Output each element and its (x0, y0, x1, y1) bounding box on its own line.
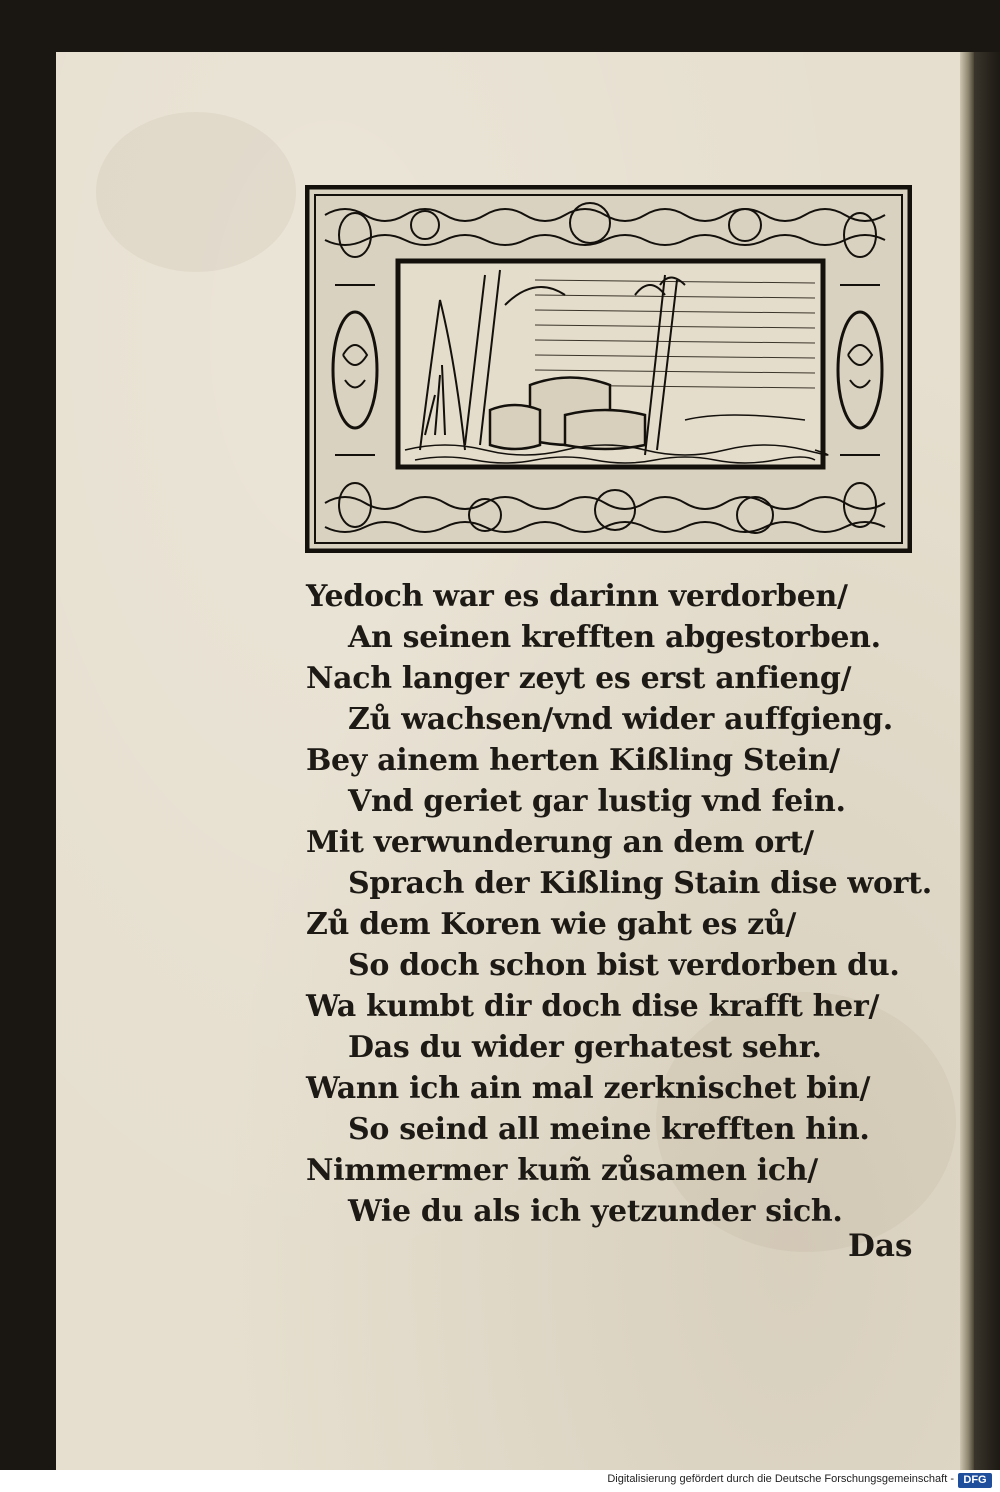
paper-stain (96, 112, 296, 272)
verse-line: Mit verwunderung an dem ort/ (306, 825, 814, 860)
verse-line: Bey ainem herten Kißling Stein/ (306, 743, 840, 778)
verse-line: Vnd geriet gar lustig vnd fein. (348, 784, 846, 819)
verse-line: Das du wider gerhatest sehr. (348, 1030, 822, 1065)
verse-line: Zů wachsen/vnd wider auffgieng. (348, 702, 893, 737)
verse-text (306, 576, 932, 1232)
verse-line: Nach langer zeyt es erst anfieng/ (306, 661, 852, 696)
verse-line: Zů dem Koren wie gaht es zů/ (306, 907, 797, 942)
verse-line: Wa kumbt dir doch dise krafft her/ (306, 989, 880, 1024)
verse-line: Wie du als ich yetzunder sich. (348, 1194, 843, 1229)
verse-line: Yedoch war es darinn verdorben/ (306, 579, 848, 614)
book-cover-edge (974, 52, 1000, 1470)
verse-line: So seind all meine krefften hin. (348, 1112, 870, 1147)
page-edge (960, 52, 974, 1470)
verse-line: So doch schon bist verdorben du. (348, 948, 900, 983)
dfg-logo: DFG (958, 1473, 992, 1488)
footer-bar (0, 1470, 1000, 1492)
verse-line: Wann ich ain mal zerknischet bin/ (306, 1071, 871, 1106)
verse-line: An seinen krefften abgestorben. (348, 620, 881, 655)
verse-line: Sprach der Kißling Stain dise wort. (348, 866, 932, 901)
catchword: Das (848, 1228, 913, 1264)
verse-line: Nimmermer kum̃ zůsamen ich/ (306, 1153, 818, 1188)
funding-credit: Digitalisierung gefördert durch die Deutsche Forschungsgemeinschaft - (607, 1473, 954, 1485)
woodcut-illustration (305, 185, 912, 553)
